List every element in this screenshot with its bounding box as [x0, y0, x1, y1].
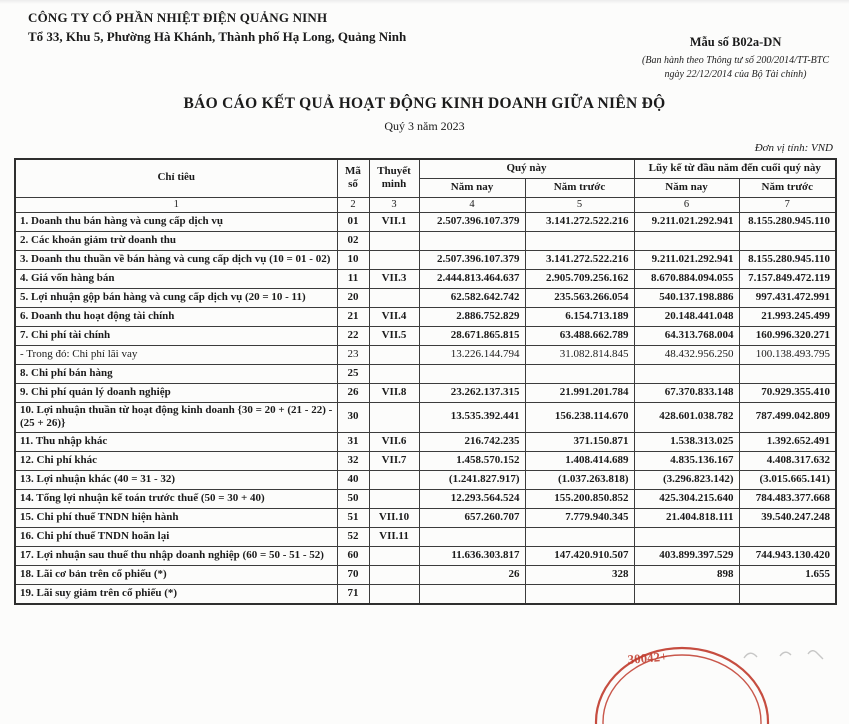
row-note — [369, 345, 419, 364]
form-note — [642, 54, 829, 81]
table-row — [15, 250, 836, 269]
row-y_pri: 4.408.317.632 — [739, 452, 836, 471]
row-q_pri: 21.991.201.784 — [525, 383, 634, 402]
row-y_cur: 9.211.021.292.941 — [634, 250, 739, 269]
row-q_pri: 1.408.414.689 — [525, 452, 634, 471]
row-note — [369, 490, 419, 509]
row-q_pri: 235.563.266.054 — [525, 288, 634, 307]
row-y_cur: 64.313.768.004 — [634, 326, 739, 345]
row-y_pri: 1.655 — [739, 566, 836, 585]
row-y_pri — [739, 364, 836, 383]
row-q_cur: 2.444.813.464.637 — [419, 269, 525, 288]
row-q_pri — [525, 231, 634, 250]
row-code: 10 — [337, 250, 369, 269]
col-number: 2 — [337, 197, 369, 212]
title-block — [0, 95, 849, 134]
row-note: VII.7 — [369, 452, 419, 471]
row-code: 50 — [337, 490, 369, 509]
form-note-line1: (Ban hành theo Thông tư số 200/2014/TT-BTC — [642, 55, 829, 66]
row-q_cur: 2.507.396.107.379 — [419, 212, 525, 231]
report-period: Quý 3 năm 2023 — [384, 119, 465, 133]
form-block — [642, 35, 835, 81]
row-label: 6. Doanh thu hoạt động tài chính — [15, 307, 337, 326]
row-label: 3. Doanh thu thuần về bán hàng và cung cấp dịch vụ (10 = 01 - 02) — [15, 250, 337, 269]
row-note: VII.1 — [369, 212, 419, 231]
row-y_cur: 48.432.956.250 — [634, 345, 739, 364]
row-label: 1. Doanh thu bán hàng và cung cấp dịch vụ — [15, 212, 337, 231]
row-note: VII.8 — [369, 383, 419, 402]
row-q_pri — [525, 585, 634, 604]
row-label: 5. Lợi nhuận gộp bán hàng và cung cấp dịch vụ (20 = 10 - 11) — [15, 288, 337, 307]
row-q_cur — [419, 528, 525, 547]
table-row — [15, 509, 836, 528]
row-q_cur: 13.226.144.794 — [419, 345, 525, 364]
row-note — [369, 547, 419, 566]
row-y_cur: 4.835.136.167 — [634, 452, 739, 471]
row-y_cur: (3.296.823.142) — [634, 471, 739, 490]
row-code: 30 — [337, 402, 369, 433]
form-number: Mẫu số B02a-DN — [689, 35, 782, 49]
row-y_cur: 67.370.833.148 — [634, 383, 739, 402]
col-header-code: Mã số — [337, 159, 369, 197]
row-y_cur — [634, 585, 739, 604]
income-statement-table — [14, 158, 837, 605]
row-y_pri: (3.015.665.141) — [739, 471, 836, 490]
row-note: VII.6 — [369, 433, 419, 452]
row-q_cur — [419, 364, 525, 383]
row-q_cur: 2.886.752.829 — [419, 307, 525, 326]
row-q_pri: (1.037.263.818) — [525, 471, 634, 490]
row-q_pri: 147.420.910.507 — [525, 547, 634, 566]
table-row — [15, 547, 836, 566]
row-y_pri: 160.996.320.271 — [739, 326, 836, 345]
row-y_pri: 70.929.355.410 — [739, 383, 836, 402]
row-code: 21 — [337, 307, 369, 326]
row-y_pri: 8.155.280.945.110 — [739, 212, 836, 231]
row-q_cur: 26 — [419, 566, 525, 585]
row-q_cur: 23.262.137.315 — [419, 383, 525, 402]
row-code: 31 — [337, 433, 369, 452]
header-row-numbers — [15, 197, 836, 212]
table-row — [15, 288, 836, 307]
row-y_pri — [739, 528, 836, 547]
row-label: 14. Tổng lợi nhuận kế toán trước thuế (50 = 30 + 40) — [15, 490, 337, 509]
stamp-text: 30042+ — [626, 648, 669, 667]
row-note — [369, 402, 419, 433]
row-code: 52 — [337, 528, 369, 547]
form-note-line2: ngày 22/12/2014 của Bộ Tài chính) — [664, 68, 807, 80]
row-y_pri: 8.155.280.945.110 — [739, 250, 836, 269]
table-row — [15, 307, 836, 326]
row-label: - Trong đó: Chi phí lãi vay — [15, 345, 337, 364]
row-note — [369, 288, 419, 307]
row-y_pri — [739, 231, 836, 250]
table-row — [15, 402, 836, 433]
col-quarter-prior: Năm trước — [525, 178, 634, 197]
row-label: 13. Lợi nhuận khác (40 = 31 - 32) — [15, 471, 337, 490]
row-label: 10. Lợi nhuận thuần từ hoạt động kinh doanh {30 = 20 + (21 - 22) - (25 + 26)} — [15, 402, 337, 433]
row-y_pri: 784.483.377.668 — [739, 490, 836, 509]
unit-note: Đơn vị tính: VND — [754, 142, 833, 154]
report-title: BÁO CÁO KẾT QUẢ HOẠT ĐỘNG KINH DOANH GIỮA NIÊN ĐỘ — [183, 95, 666, 112]
row-note: VII.11 — [369, 528, 419, 547]
row-note — [369, 250, 419, 269]
table-row — [15, 326, 836, 345]
row-q_cur — [419, 585, 525, 604]
col-number: 1 — [15, 197, 337, 212]
table-row — [15, 528, 836, 547]
row-q_cur: 11.636.303.817 — [419, 547, 525, 566]
row-q_cur: 28.671.865.815 — [419, 326, 525, 345]
red-seal-stamp-fragment — [594, 644, 844, 665]
row-q_cur: 13.535.392.441 — [419, 402, 525, 433]
table-row — [15, 345, 836, 364]
company-name: CÔNG TY CỔ PHẦN NHIỆT ĐIỆN QUẢNG NINH — [28, 10, 328, 25]
company-address: Tổ 33, Khu 5, Phường Hà Khánh, Thành phố Hạ Long, Quảng Ninh — [28, 28, 407, 44]
row-code: 60 — [337, 547, 369, 566]
row-note — [369, 471, 419, 490]
row-q_pri: 3.141.272.522.216 — [525, 250, 634, 269]
row-y_cur — [634, 231, 739, 250]
row-q_pri: 328 — [525, 566, 634, 585]
row-note: VII.10 — [369, 509, 419, 528]
row-y_cur — [634, 364, 739, 383]
col-group-ytd: Lũy kế từ đầu năm đến cuối quý này — [634, 159, 836, 178]
row-y_cur: 425.304.215.640 — [634, 490, 739, 509]
row-y_cur — [634, 528, 739, 547]
row-label: 18. Lãi cơ bản trên cổ phiếu (*) — [15, 566, 337, 585]
row-y_cur: 20.148.441.048 — [634, 307, 739, 326]
col-number: 4 — [419, 197, 525, 212]
row-q_pri: 371.150.871 — [525, 433, 634, 452]
col-header-note: Thuyết minh — [369, 159, 419, 197]
row-q_cur: (1.241.827.917) — [419, 471, 525, 490]
col-number: 5 — [525, 197, 634, 212]
row-q_pri: 156.238.114.670 — [525, 402, 634, 433]
row-code: 01 — [337, 212, 369, 231]
row-q_cur: 62.582.642.742 — [419, 288, 525, 307]
row-note — [369, 364, 419, 383]
row-code: 71 — [337, 585, 369, 604]
row-note: VII.3 — [369, 269, 419, 288]
row-y_pri: 787.499.042.809 — [739, 402, 836, 433]
row-label: 15. Chi phí thuế TNDN hiện hành — [15, 509, 337, 528]
row-q_pri: 63.488.662.789 — [525, 326, 634, 345]
row-code: 02 — [337, 231, 369, 250]
row-label: 16. Chi phí thuế TNDN hoãn lại — [15, 528, 337, 547]
row-q_pri: 2.905.709.256.162 — [525, 269, 634, 288]
row-y_cur: 8.670.884.094.055 — [634, 269, 739, 288]
col-number: 3 — [369, 197, 419, 212]
row-label: 9. Chi phí quản lý doanh nghiệp — [15, 383, 337, 402]
row-q_cur: 2.507.396.107.379 — [419, 250, 525, 269]
company-block — [28, 9, 406, 81]
row-y_cur: 428.601.038.782 — [634, 402, 739, 433]
row-q_cur — [419, 231, 525, 250]
row-label: 19. Lãi suy giảm trên cổ phiếu (*) — [15, 585, 337, 604]
row-note: VII.4 — [369, 307, 419, 326]
table-row — [15, 433, 836, 452]
stamp-graphic — [594, 644, 844, 724]
row-y_pri: 7.157.849.472.119 — [739, 269, 836, 288]
row-label: 4. Giá vốn hàng bán — [15, 269, 337, 288]
row-label: 11. Thu nhập khác — [15, 433, 337, 452]
table-row — [15, 566, 836, 585]
col-ytd-current: Năm nay — [634, 178, 739, 197]
table-row — [15, 231, 836, 250]
row-y_pri: 744.943.130.420 — [739, 547, 836, 566]
table-row — [15, 471, 836, 490]
row-code: 70 — [337, 566, 369, 585]
row-label: 2. Các khoản giảm trừ doanh thu — [15, 231, 337, 250]
row-q_cur: 657.260.707 — [419, 509, 525, 528]
table-row — [15, 383, 836, 402]
row-q_pri: 6.154.713.189 — [525, 307, 634, 326]
row-note — [369, 231, 419, 250]
document-header — [0, 0, 849, 81]
table-row — [15, 269, 836, 288]
col-number: 7 — [739, 197, 836, 212]
row-code: 32 — [337, 452, 369, 471]
row-q_cur: 216.742.235 — [419, 433, 525, 452]
row-note: VII.5 — [369, 326, 419, 345]
row-note — [369, 585, 419, 604]
row-y_cur: 21.404.818.111 — [634, 509, 739, 528]
row-y_cur: 898 — [634, 566, 739, 585]
table-row — [15, 452, 836, 471]
col-group-quarter: Quý này — [419, 159, 634, 178]
row-label: 8. Chi phí bán hàng — [15, 364, 337, 383]
report-table-body — [15, 212, 836, 604]
table-row — [15, 212, 836, 231]
row-code: 22 — [337, 326, 369, 345]
row-y_cur: 1.538.313.025 — [634, 433, 739, 452]
row-label: 17. Lợi nhuận sau thuế thu nhập doanh nghiệp (60 = 50 - 51 - 52) — [15, 547, 337, 566]
header-row-groups — [15, 159, 836, 178]
row-q_pri: 155.200.850.852 — [525, 490, 634, 509]
row-q_pri: 31.082.814.845 — [525, 345, 634, 364]
row-q_cur: 12.293.564.524 — [419, 490, 525, 509]
row-code: 40 — [337, 471, 369, 490]
row-code: 23 — [337, 345, 369, 364]
row-q_pri — [525, 364, 634, 383]
col-ytd-prior: Năm trước — [739, 178, 836, 197]
handwriting-marks — [744, 651, 823, 659]
row-y_cur: 403.899.397.529 — [634, 547, 739, 566]
table-head — [15, 159, 836, 212]
row-y_pri: 21.993.245.499 — [739, 307, 836, 326]
col-quarter-current: Năm nay — [419, 178, 525, 197]
table-row — [15, 585, 836, 604]
row-code: 25 — [337, 364, 369, 383]
row-y_pri: 997.431.472.991 — [739, 288, 836, 307]
row-label: 12. Chi phí khác — [15, 452, 337, 471]
row-code: 20 — [337, 288, 369, 307]
row-code: 51 — [337, 509, 369, 528]
row-q_pri — [525, 528, 634, 547]
row-q_pri: 7.779.940.345 — [525, 509, 634, 528]
row-y_pri — [739, 585, 836, 604]
col-header-label: Chỉ tiêu — [15, 159, 337, 197]
row-y_pri: 1.392.652.491 — [739, 433, 836, 452]
row-code: 26 — [337, 383, 369, 402]
table-row — [15, 490, 836, 509]
row-label: 7. Chi phí tài chính — [15, 326, 337, 345]
row-note — [369, 566, 419, 585]
row-q_pri: 3.141.272.522.216 — [525, 212, 634, 231]
row-y_cur: 540.137.198.886 — [634, 288, 739, 307]
row-q_cur: 1.458.570.152 — [419, 452, 525, 471]
row-y_pri: 39.540.247.248 — [739, 509, 836, 528]
row-y_pri: 100.138.493.795 — [739, 345, 836, 364]
table-row — [15, 364, 836, 383]
row-y_cur: 9.211.021.292.941 — [634, 212, 739, 231]
col-number: 6 — [634, 197, 739, 212]
row-code: 11 — [337, 269, 369, 288]
